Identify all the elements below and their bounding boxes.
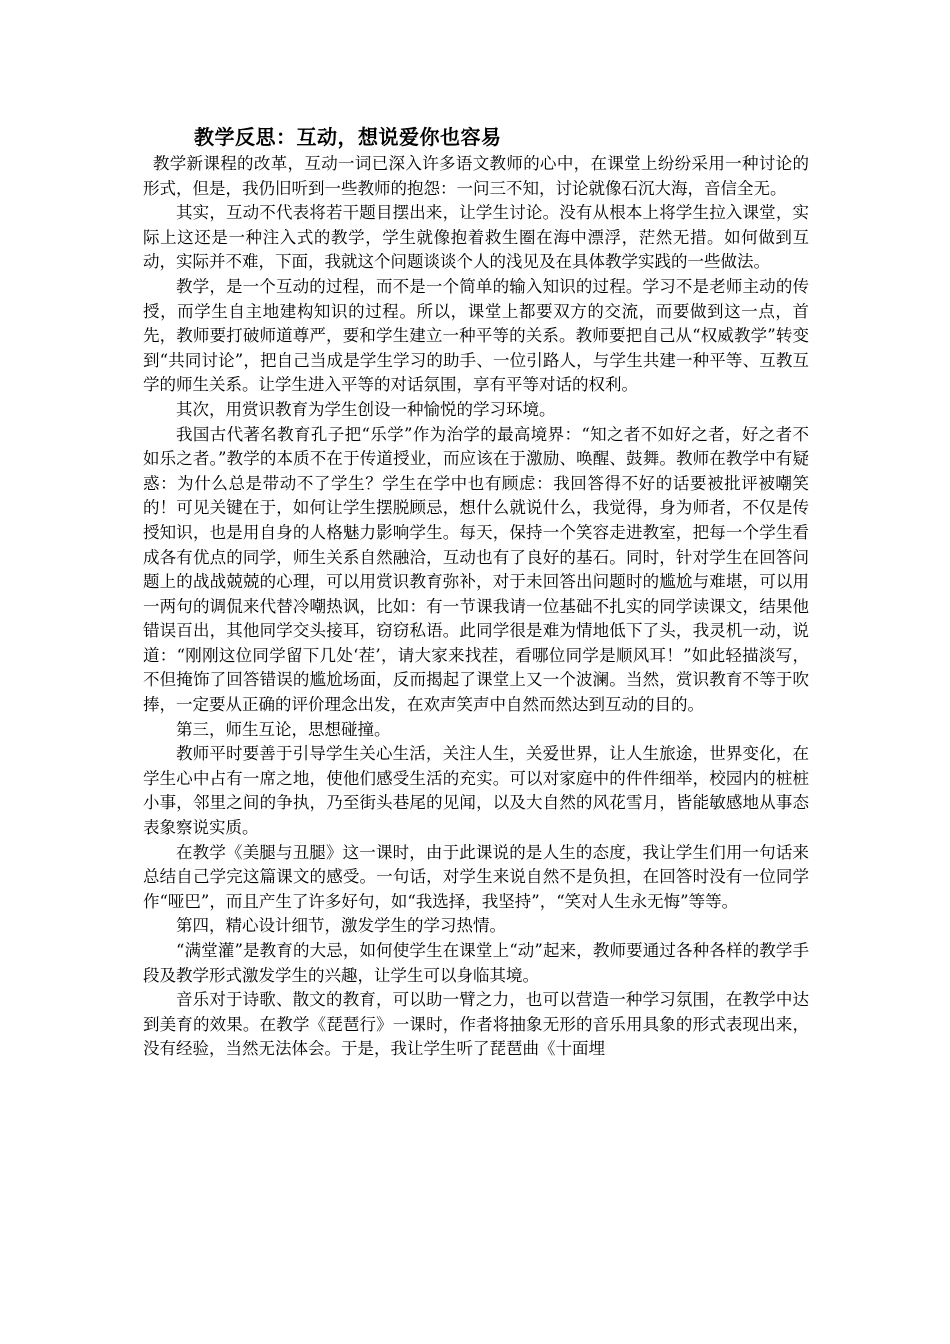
paragraph: 其次，用赏识教育为学生创设一种愉悦的学习环境。: [176, 399, 556, 419]
paragraph: 教师平时要善于引导学生关心生活，关注人生，关爱世界，让人生旅途，世界变化，在学生心中占有一席之地，使他们感受生活的充实。可以对家庭中的件件细举，校园内的桩桩小事，邻里之间的争执，乃至街头巷尾的见闻，以及大自然的风花雪月，皆能敏感地从事态表象察说实质。: [143, 744, 809, 838]
paragraph: “满堂灌”是教育的大忌，如何使学生在课堂上“动”起来，教师要通过各种各样的教学手段及教学形式激发学生的兴趣，让学生可以身临其境。: [143, 941, 809, 985]
paragraph: 教学新课程的改革，互动一词已深入许多语文教师的心中，在课堂上纷纷采用一种讨论的形式，但是，我仍旧听到一些教师的抱怨：一问三不知，讨论就像石沉大海，音信全无。: [143, 154, 809, 198]
paragraph: 我国古代著名教育孔子把“乐学”作为治学的最高境界：“知之者不如好之者，好之者不如乐之者。”教学的本质不在于传道授业，而应该在于激励、唤醒、鼓舞。教师在教学中有疑惑：为什么总是带动不了学生？学生在学中也有顾虑：我回答得不好的话要被批评被嘲笑的！可见关键在于，如何让学生摆脱顾忌，想什么就说什么，我觉得，身为师者，不仅是传授知识，也是用自身的人格魅力影响学生。每天，保持一个笑容走进教室，把每一个学生看成各有优点的同学，师生关系自然融洽，互动也有了良好的基石。同时，针对学生在回答问题上的战战兢兢的心理，可以用赏识教育弥补，对于未回答出问题时的尴尬与难堪，可以用一两句的调侃来代替冷嘲热讽，比如：有一节课我请一位基础不扎实的同学读课文，结果他错误百出，其他同学交头接耳，窃窃私语。此同学很是难为情地低下了头，我灵机一动，说道：“刚刚这位同学留下几处‘茬’，请大家来找茬，看哪位同学是顺风耳！”如此轻描淡写，不但掩饰了回答错误的尴尬场面，反而揭起了课堂上又一个波澜。当然，赏识教育不等于吹捧，一定要从正确的评价理念出发，在欢声笑声中自然而然达到互动的目的。: [143, 424, 809, 715]
paragraph: 第三，师生互论，思想碰撞。: [176, 719, 391, 739]
paragraph: 在教学《美腿与丑腿》这一课时，由于此课说的是人生的态度，我让学生们用一句话来总结自己学完这篇课文的感受。一句话，对学生来说自然不是负担，在回答时没有一位同学作“哑巴”，而且产生了许多好句，如“我选择，我坚持”，“笑对人生永无悔”等等。: [143, 842, 809, 911]
paragraph: 教学，是一个互动的过程，而不是一个简单的输入知识的过程。学习不是老师主动的传授，而学生自主地建构知识的过程。所以，课堂上都要双方的交流，而要做到这一点，首先，教师要打破师道尊严，要和学生建立一种平等的关系。教师要把自己从“权威教学”转变到“共同讨论”，把自己当成是学生学习的助手、一位引路人，与学生共建一种平等、互教互学的师生关系。让学生进入平等的对话氛围，享有平等对话的权利。: [143, 276, 809, 395]
paragraph: 其实，互动不代表将若干题目摆出来，让学生讨论。没有从根本上将学生拉入课堂，实际上这还是一种注入式的教学，学生就像抱着救生圈在海中漂浮，茫然无措。如何做到互动，实际并不难，下面，我就这个问题谈谈个人的浅见及在具体教学实践的一些做法。: [143, 203, 809, 272]
paragraph: 第四，精心设计细节，激发学生的学习热情。: [176, 916, 506, 936]
paragraph: 音乐对于诗歌、散文的教育，可以助一臂之力，也可以营造一种学习氛围，在教学中达到美育的效果。在教学《琵琶行》一课时，作者将抽象无形的音乐用具象的形式表现出来，没有经验，当然无法体会。于是，我让学生听了琵琶曲《十面埋: [143, 990, 809, 1059]
document-title: 教学反思：互动，想说爱你也容易: [194, 125, 502, 149]
document-page: [143, 122, 809, 1062]
